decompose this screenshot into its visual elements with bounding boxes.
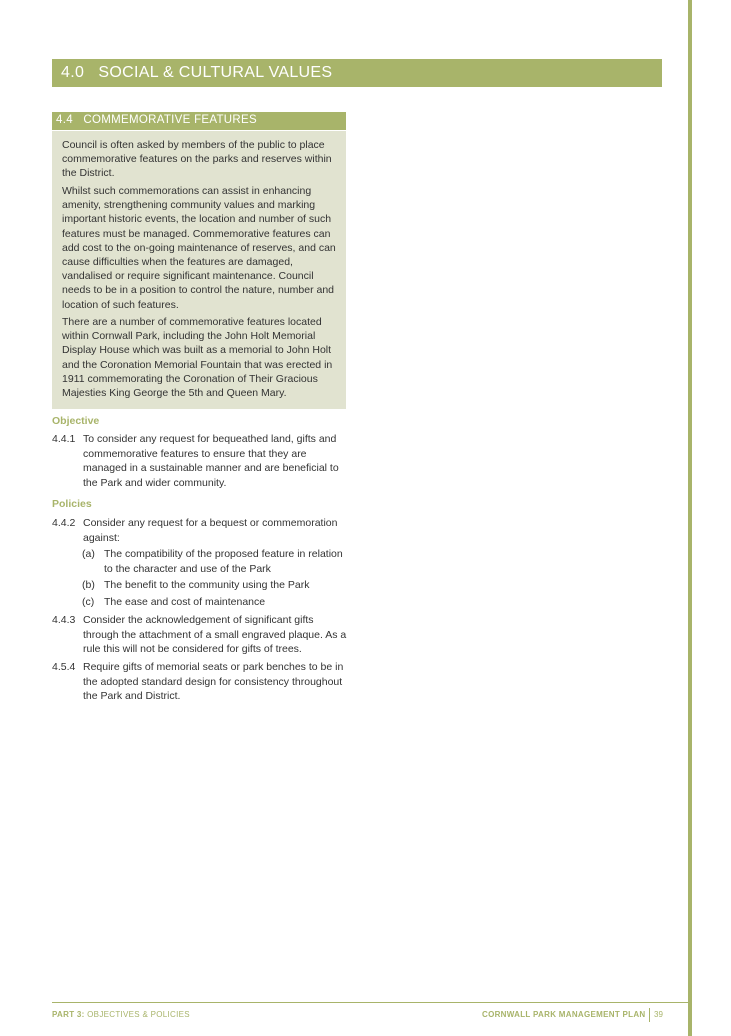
section-name: SOCIAL & CULTURAL VALUES <box>98 64 333 81</box>
item-number: 4.4.3 <box>52 614 76 626</box>
item-text: Consider any request for a bequest or commemoration against: <box>83 517 338 544</box>
subsection-name: COMMEMORATIVE FEATURES <box>83 114 257 126</box>
item-number: 4.5.4 <box>52 661 76 673</box>
item-text: To consider any request for bequeathed land, gifts and commemorative features to ensure that they are managed in a sustainable manner and are beneficial to the Park and wider community. <box>83 433 339 489</box>
objective-heading: Objective <box>52 415 100 427</box>
subitem-label: (a) <box>82 548 95 560</box>
footer-rule <box>52 1002 688 1003</box>
page-edge-rule <box>688 0 692 1036</box>
intro-box <box>52 131 346 409</box>
subitem-label: (b) <box>82 579 95 591</box>
subsection-banner <box>52 112 346 130</box>
section-banner <box>52 59 662 87</box>
footer-doc-title: CORNWALL PARK MANAGEMENT PLAN <box>482 1010 646 1019</box>
section-title <box>61 64 332 82</box>
subsection-title <box>56 114 257 126</box>
item-number: 4.4.1 <box>52 433 76 445</box>
footer-part-title: OBJECTIVES & POLICIES <box>87 1010 190 1019</box>
footer-part-label: PART 3: <box>52 1010 85 1019</box>
section-number: 4.0 <box>61 64 85 81</box>
intro-paragraph: There are a number of commemorative features located within Cornwall Park, including the John Holt Memorial Display House which was built as a memorial to John Holt and the Coronation Memorial Fountain that was erected in 1911 commemorating the Coronation of Their Gracious Majesties King George the 5th and Queen Mary. <box>62 316 333 400</box>
item-text: Require gifts of memorial seats or park benches to be in the adopted standard design for consistency throughout the Park and District. <box>83 661 344 703</box>
footer-divider <box>649 1008 650 1022</box>
item-number: 4.4.2 <box>52 517 76 529</box>
subitem-text: The compatibility of the proposed feature in relation to the character and use of the Park <box>104 548 343 575</box>
subsection-number: 4.4 <box>56 114 73 126</box>
intro-paragraph: Whilst such commemorations can assist in enhancing amenity, strengthening community values and marking important historic events, the location and number of such features must be managed. Commemorative features can add cost to the on-going maintenance of reserves, and can cause difficulties when the features are damaged, vandalised or require significant maintenance. Council needs to be in a position to control the nature, number and location of such features. <box>62 185 336 311</box>
policies-heading: Policies <box>52 498 92 510</box>
page-number: 39 <box>654 1010 663 1019</box>
item-text: Consider the acknowledgement of significant gifts through the attachment of a small engraved plaque. As a rule this will not be considered for gifts of trees. <box>83 614 347 656</box>
subitem-text: The benefit to the community using the Park <box>104 579 310 591</box>
subitem-label: (c) <box>82 596 95 608</box>
subitem-text: The ease and cost of maintenance <box>104 596 266 608</box>
footer-part <box>52 1010 190 1019</box>
intro-paragraph: Council is often asked by members of the public to place commemorative features on the parks and reserves within the District. <box>62 139 332 180</box>
